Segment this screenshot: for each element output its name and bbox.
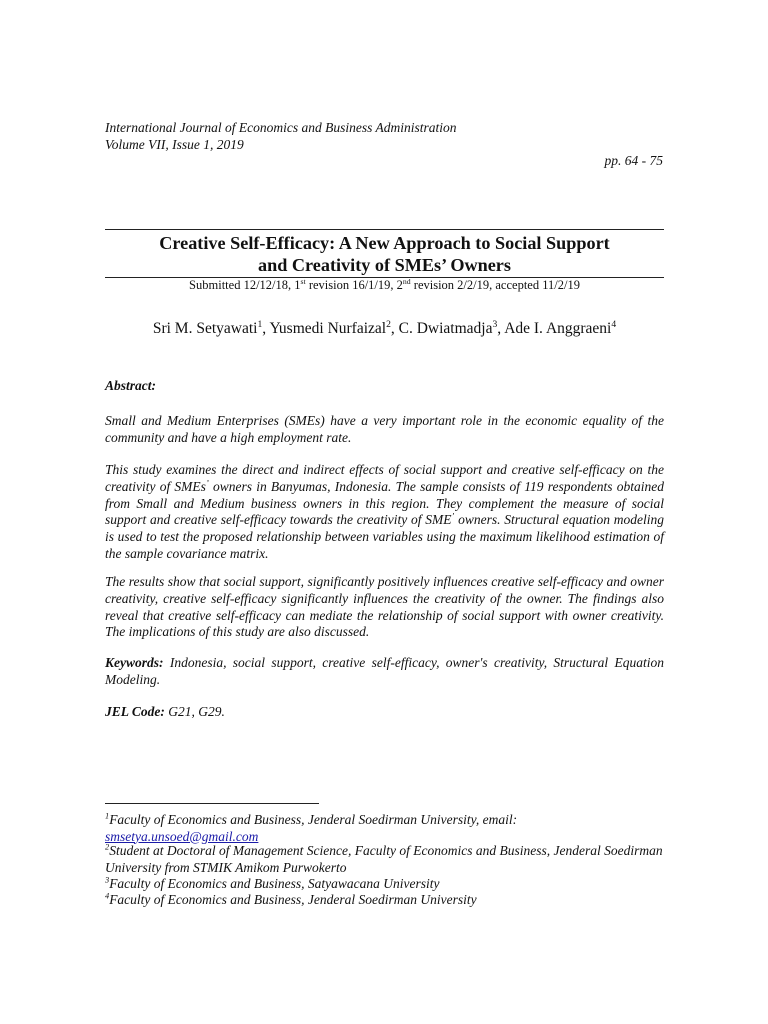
abstract-heading: Abstract: xyxy=(105,378,157,393)
footnote-1 xyxy=(105,812,675,845)
author-name: Ade I. Anggraeni xyxy=(504,320,612,337)
author-name: Sri M. Setyawati xyxy=(152,320,258,337)
author-separator: , xyxy=(497,320,505,337)
journal-header xyxy=(105,119,457,153)
submitted-text-b: revision 16/1/19, 2 xyxy=(305,278,403,292)
footnote-number: 1 xyxy=(105,811,110,821)
abstract-paragraph-3: The results show that social support, significantly positively influences creative self-efficacy and owner creativity, creative self-efficacy significantly influences the creativity of the owner. The findings also reveal that creative self-efficacy can mediate the relationship of social support with owner creativity. The implications of this study are also discussed. xyxy=(105,574,664,640)
footnote-3 xyxy=(105,876,675,893)
footnote-text: Student at Doctoral of Management Science, Faculty of Economics and Business, Jenderal Soedirman University from STMIK Amikom Purwokerto xyxy=(105,843,663,875)
submitted-text-c: revision 2/2/19, accepted 11/2/19 xyxy=(410,278,580,292)
author-name: Yusmedi Nurfaizal xyxy=(269,320,387,337)
journal-volume: Volume VII, Issue 1, 2019 xyxy=(105,137,244,152)
submitted-sup-b: nd xyxy=(402,276,411,286)
footnote-number: 3 xyxy=(105,875,110,885)
author-affiliation-mark: 1 xyxy=(257,318,263,330)
abstract-paragraph-2 xyxy=(105,462,664,563)
author-separator: , xyxy=(390,320,399,337)
title-line-1: Creative Self-Efficacy: A New Approach to Social Support xyxy=(159,233,610,253)
footnote-text: Faculty of Economics and Business, Jenderal Soedirman University xyxy=(109,892,477,907)
author-affiliation-mark: 2 xyxy=(386,318,391,330)
author-list xyxy=(105,320,664,338)
submitted-text-a: Submitted 12/12/18, 1 xyxy=(189,278,301,292)
title-line-2: and Creativity of SMEs’ Owners xyxy=(258,255,511,275)
footnote-2 xyxy=(105,843,675,876)
title-top-rule xyxy=(105,229,664,230)
author-affiliation-mark: 4 xyxy=(611,318,617,330)
journal-name: International Journal of Economics and Business Administration xyxy=(105,120,457,135)
footnote-text: Faculty of Economics and Business, Jenderal Soedirman University, email: xyxy=(109,812,518,827)
jel-label: JEL Code: xyxy=(105,704,165,719)
page-range: pp. 64 - 75 xyxy=(604,153,663,168)
keywords xyxy=(105,655,664,689)
jel-code xyxy=(105,704,664,721)
footnote-separator xyxy=(105,803,319,804)
author-name: C. Dwiatmadja xyxy=(398,320,493,337)
footnote-number: 2 xyxy=(105,842,110,852)
paper-title xyxy=(105,232,664,276)
abstract-p2-part-c: owners. Structural equation modeling is used to test the proposed relationship between variables using the maximum likelihood estimation of the sample covariance matrix. xyxy=(105,512,664,561)
abstract-p2-part-a: This study examines the direct and indirect effects of social support and creative self-efficacy on the creativity of SMEs xyxy=(105,462,664,494)
submission-dates xyxy=(105,278,664,293)
keywords-text: Indonesia, social support, creative self-efficacy, owner's creativity, Structural Equation Modeling. xyxy=(105,655,664,687)
abstract-p2-part-b: owners in Banyumas, Indonesia. The sample consists of 119 respondents obtained from Small and Medium business owners in this region. They complement the measure of social support and creative self-efficacy towards the creativity of SME xyxy=(105,478,664,528)
abstract-p2-sup-a: ’ xyxy=(205,478,209,488)
footnote-text: Faculty of Economics and Business, Satyawacana University xyxy=(109,876,440,891)
email-link[interactable]: smsetya.unsoed@gmail.com xyxy=(105,828,259,844)
footnote-4 xyxy=(105,892,675,909)
abstract-paragraph-1: Small and Medium Enterprises (SMEs) have a very important role in the economic equality of the community and have a high employment rate. xyxy=(105,413,664,445)
keywords-label: Keywords: xyxy=(105,655,164,670)
jel-text: G21, G29. xyxy=(164,704,225,719)
footnote-number: 4 xyxy=(105,891,110,901)
author-affiliation-mark: 3 xyxy=(492,318,498,330)
submitted-sup-a: st xyxy=(300,276,306,286)
abstract-p2-sup-b: ’ xyxy=(451,511,455,521)
author-separator: , xyxy=(262,320,270,337)
